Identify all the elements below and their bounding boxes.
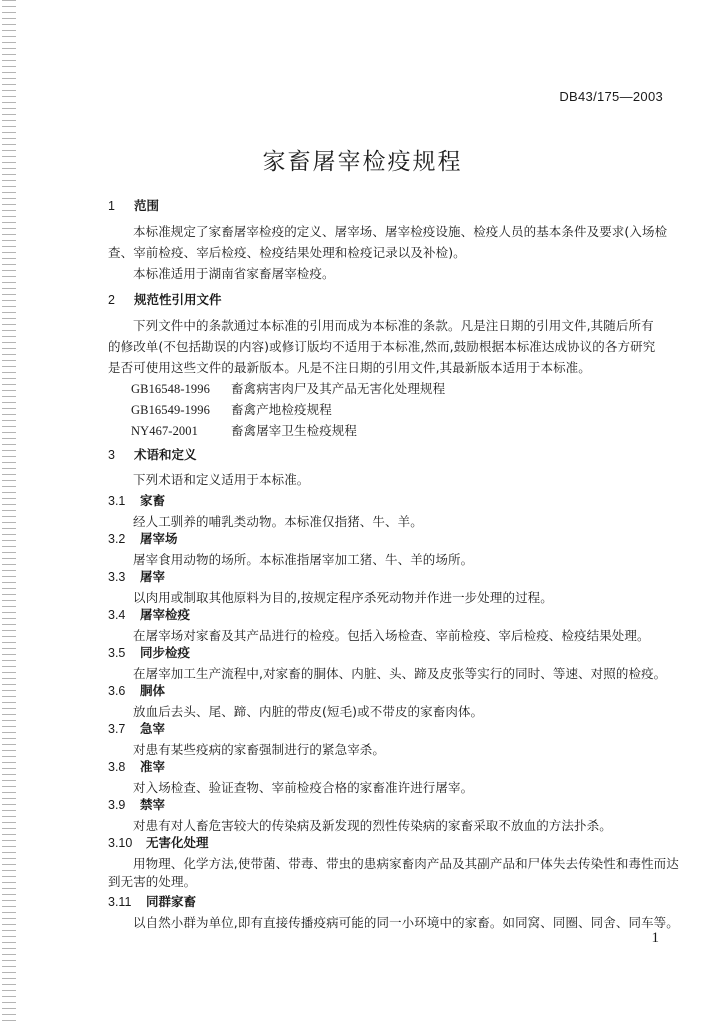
term-definition: 用物理、化学方法,使带菌、带毒、带虫的患病家畜肉产品及其副产品和尸体失去传染性和毒性而达 — [133, 856, 679, 871]
reference-code: GB16549-1996 — [131, 403, 210, 417]
reference-code: NY467-2001 — [131, 424, 198, 438]
term-3-5-heading — [108, 643, 190, 661]
term-title: 家畜 — [140, 493, 166, 508]
paragraph-line: 的修改单(不包括勘误的内容)或修订版均不适用于本标准,然而,鼓励根据本标准达成协议的各方研究 — [108, 339, 656, 354]
reference-item — [131, 421, 357, 439]
term-definition: 屠宰食用动物的场所。本标准指屠宰加工猪、牛、羊的场所。 — [133, 552, 474, 567]
term-definition: 在屠宰加工生产流程中,对家畜的胴体、内脏、头、蹄及皮张等实行的同时、等速、对照的检疫。 — [133, 666, 667, 681]
term-3-10-heading — [108, 833, 209, 851]
term-definition: 以自然小群为单位,即有直接传播疫病可能的同一小环境中的家畜。如同窝、同圈、同舍、同车等。 — [133, 915, 679, 930]
reference-code: GB16548-1996 — [131, 382, 210, 396]
section-title: 术语和定义 — [134, 447, 197, 462]
term-definition: 以肉用或制取其他原料为目的,按规定程序杀死动物并作进一步处理的过程。 — [133, 590, 553, 605]
paragraph-line: 下列文件中的条款通过本标准的引用而成为本标准的条款。凡是注日期的引用文件,其随后所有 — [133, 318, 654, 333]
section-2-heading — [108, 290, 222, 308]
term-definition: 对患有对人畜危害较大的传染病及新发现的烈性传染病的家畜采取不放血的方法扑杀。 — [133, 818, 612, 833]
term-number: 3.10 — [108, 836, 133, 850]
term-number: 3.1 — [108, 494, 126, 508]
term-number: 3.8 — [108, 760, 126, 774]
term-definition: 到无害的处理。 — [108, 874, 197, 889]
term-title: 同群家畜 — [146, 894, 197, 909]
paragraph-line: 本标准适用于湖南省家畜屠宰检疫。 — [133, 266, 335, 281]
reference-name: 畜禽屠宰卫生检疫规程 — [231, 423, 358, 438]
section-1-heading — [108, 196, 159, 214]
term-3-4-heading — [108, 605, 190, 623]
document-title: 家畜屠宰检疫规程 — [262, 149, 463, 175]
term-3-6-heading — [108, 681, 165, 699]
standard-code: DB43/175—2003 — [559, 89, 663, 104]
section-3-heading — [108, 445, 197, 463]
section-title: 范围 — [134, 198, 160, 213]
term-title: 屠宰场 — [140, 531, 178, 546]
term-number: 3.5 — [108, 646, 126, 660]
section-title: 规范性引用文件 — [134, 292, 222, 307]
reference-item — [131, 379, 445, 397]
reference-item — [131, 400, 332, 418]
term-number: 3.11 — [108, 895, 132, 909]
term-title: 屠宰 — [140, 569, 166, 584]
paragraph-line: 查、宰前检疫、宰后检疫、检疫结果处理和检疫记录以及补检)。 — [108, 245, 466, 260]
page-number: 1 — [651, 930, 659, 946]
term-3-7-heading — [108, 719, 165, 737]
term-title: 急宰 — [140, 721, 166, 736]
term-definition: 对患有某些疫病的家畜强制进行的紧急宰杀。 — [133, 742, 386, 757]
term-number: 3.7 — [108, 722, 126, 736]
term-number: 3.6 — [108, 684, 126, 698]
reference-name: 畜禽病害肉尸及其产品无害化处理规程 — [231, 381, 446, 396]
term-title: 屠宰检疫 — [140, 607, 191, 622]
reference-name: 畜禽产地检疫规程 — [231, 402, 332, 417]
term-number: 3.3 — [108, 570, 126, 584]
section-number: 2 — [108, 293, 115, 307]
term-definition: 放血后去头、尾、蹄、内脏的带皮(短毛)或不带皮的家畜肉体。 — [133, 704, 484, 719]
term-title: 胴体 — [140, 683, 166, 698]
section-number: 1 — [108, 199, 115, 213]
term-number: 3.4 — [108, 608, 126, 622]
term-definition: 对入场检查、验证查物、宰前检疫合格的家畜准许进行屠宰。 — [133, 780, 474, 795]
section-number: 3 — [108, 448, 115, 462]
paragraph-line: 是否可使用这些文件的最新版本。凡是不注日期的引用文件,其最新版本适用于本标准。 — [108, 360, 591, 375]
term-title: 准宰 — [140, 759, 166, 774]
term-definition: 在屠宰场对家畜及其产品进行的检疫。包括入场检查、宰前检疫、宰后检疫、检疫结果处理。 — [133, 628, 650, 643]
paragraph-line: 下列术语和定义适用于本标准。 — [133, 472, 310, 487]
term-3-8-heading — [108, 757, 165, 775]
term-3-3-heading — [108, 567, 165, 585]
term-title: 同步检疫 — [140, 645, 191, 660]
term-definition: 经人工驯养的哺乳类动物。本标准仅指猪、牛、羊。 — [133, 514, 423, 529]
paragraph-line: 本标准规定了家畜屠宰检疫的定义、屠宰场、屠宰检疫设施、检疫人员的基本条件及要求(入场检 — [133, 224, 668, 239]
term-title: 无害化处理 — [146, 835, 209, 850]
term-3-9-heading — [108, 795, 165, 813]
term-3-11-heading — [108, 892, 196, 910]
term-3-1-heading — [108, 491, 165, 509]
term-3-2-heading — [108, 529, 178, 547]
term-number: 3.2 — [108, 532, 126, 546]
term-title: 禁宰 — [140, 797, 166, 812]
term-number: 3.9 — [108, 798, 126, 812]
